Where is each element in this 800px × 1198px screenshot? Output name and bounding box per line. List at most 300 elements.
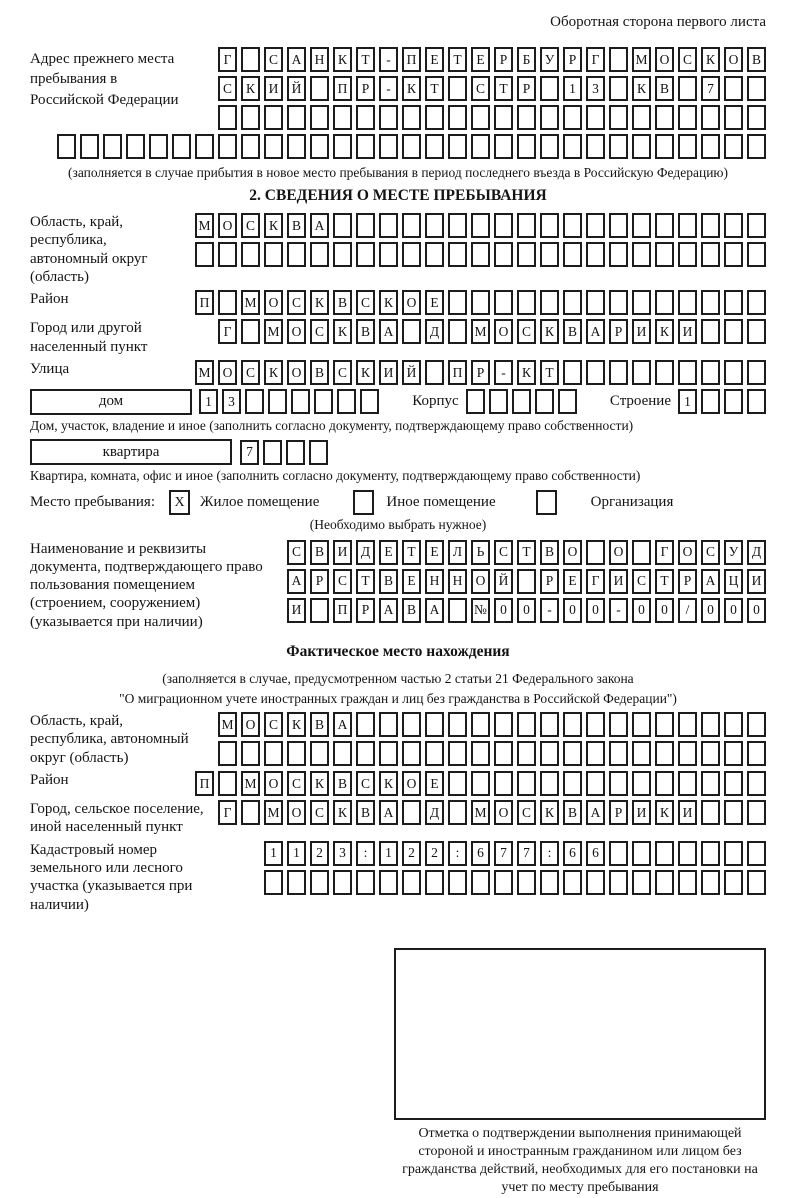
char-box[interactable]	[310, 741, 329, 766]
char-box[interactable]	[218, 105, 237, 130]
char-box[interactable]: О	[287, 360, 306, 385]
char-box[interactable]	[448, 213, 467, 238]
char-box[interactable]: 1	[199, 389, 218, 414]
char-box[interactable]: М	[471, 319, 490, 344]
char-box[interactable]	[379, 712, 398, 737]
char-box[interactable]: А	[310, 213, 329, 238]
char-box[interactable]: А	[379, 800, 398, 825]
char-box[interactable]	[287, 134, 306, 159]
char-box[interactable]: О	[402, 290, 421, 315]
char-box[interactable]	[264, 134, 283, 159]
char-box[interactable]: П	[333, 76, 352, 101]
char-box[interactable]: 0	[517, 598, 536, 623]
char-box[interactable]	[471, 290, 490, 315]
char-box[interactable]	[678, 105, 697, 130]
char-box[interactable]: Д	[425, 319, 444, 344]
char-box[interactable]: К	[264, 213, 283, 238]
char-box[interactable]	[402, 741, 421, 766]
char-box[interactable]	[489, 389, 508, 414]
char-box[interactable]	[747, 800, 766, 825]
char-box[interactable]	[517, 242, 536, 267]
char-box[interactable]	[241, 105, 260, 130]
char-box[interactable]	[172, 134, 191, 159]
char-box[interactable]: К	[632, 76, 651, 101]
char-box[interactable]	[448, 800, 467, 825]
char-box[interactable]: Г	[586, 47, 605, 72]
char-box[interactable]: В	[356, 800, 375, 825]
char-box[interactable]	[558, 389, 577, 414]
char-box[interactable]: Г	[218, 47, 237, 72]
char-box[interactable]: :	[448, 841, 467, 866]
char-box[interactable]	[701, 741, 720, 766]
char-box[interactable]: Ь	[471, 540, 490, 565]
char-box[interactable]	[448, 319, 467, 344]
char-box[interactable]	[701, 290, 720, 315]
char-box[interactable]	[263, 440, 282, 465]
char-box[interactable]: Д	[747, 540, 766, 565]
char-box[interactable]	[678, 134, 697, 159]
char-box[interactable]	[632, 841, 651, 866]
char-box[interactable]	[379, 741, 398, 766]
char-box[interactable]	[402, 712, 421, 737]
char-box[interactable]: М	[264, 800, 283, 825]
char-box[interactable]: Т	[402, 540, 421, 565]
char-box[interactable]: Д	[356, 540, 375, 565]
char-box[interactable]	[747, 242, 766, 267]
char-box[interactable]	[268, 389, 287, 414]
char-box[interactable]: И	[287, 598, 306, 623]
char-box[interactable]: М	[264, 319, 283, 344]
char-box[interactable]: П	[448, 360, 467, 385]
char-box[interactable]: К	[655, 800, 674, 825]
char-box[interactable]: И	[632, 319, 651, 344]
char-box[interactable]: Р	[609, 319, 628, 344]
char-box[interactable]: К	[379, 290, 398, 315]
char-box[interactable]	[333, 741, 352, 766]
char-box[interactable]	[356, 870, 375, 895]
char-box[interactable]	[356, 242, 375, 267]
char-box[interactable]	[655, 771, 674, 796]
char-box[interactable]: Р	[471, 360, 490, 385]
char-box[interactable]	[471, 105, 490, 130]
char-box[interactable]: С	[241, 360, 260, 385]
char-box[interactable]	[563, 712, 582, 737]
char-box[interactable]	[609, 360, 628, 385]
char-box[interactable]	[149, 134, 168, 159]
char-box[interactable]: Г	[218, 319, 237, 344]
char-box[interactable]: 7	[240, 440, 259, 465]
char-box[interactable]	[314, 389, 333, 414]
char-box[interactable]: С	[287, 290, 306, 315]
checkbox-other-premises[interactable]	[353, 490, 374, 515]
char-box[interactable]	[747, 105, 766, 130]
char-box[interactable]	[494, 290, 513, 315]
char-box[interactable]	[517, 134, 536, 159]
char-box[interactable]: 0	[632, 598, 651, 623]
char-box[interactable]	[402, 213, 421, 238]
char-box[interactable]: Т	[356, 47, 375, 72]
char-box[interactable]	[724, 800, 743, 825]
char-box[interactable]	[448, 105, 467, 130]
char-box[interactable]: 3	[222, 389, 241, 414]
char-box[interactable]: 0	[747, 598, 766, 623]
char-box[interactable]	[379, 870, 398, 895]
char-box[interactable]: -	[379, 47, 398, 72]
char-box[interactable]: Б	[517, 47, 536, 72]
char-box[interactable]	[494, 134, 513, 159]
char-box[interactable]	[356, 105, 375, 130]
char-box[interactable]	[333, 213, 352, 238]
char-box[interactable]	[701, 105, 720, 130]
char-box[interactable]	[655, 712, 674, 737]
char-box[interactable]	[724, 712, 743, 737]
char-box[interactable]: Е	[563, 569, 582, 594]
char-box[interactable]	[333, 242, 352, 267]
char-box[interactable]	[333, 134, 352, 159]
char-box[interactable]	[678, 771, 697, 796]
char-box[interactable]: М	[218, 712, 237, 737]
char-box[interactable]	[540, 105, 559, 130]
char-box[interactable]	[655, 290, 674, 315]
char-box[interactable]	[609, 741, 628, 766]
char-box[interactable]	[586, 213, 605, 238]
char-box[interactable]	[264, 741, 283, 766]
char-box[interactable]	[471, 213, 490, 238]
char-box[interactable]	[333, 105, 352, 130]
char-box[interactable]	[632, 712, 651, 737]
char-box[interactable]: М	[632, 47, 651, 72]
char-box[interactable]	[471, 870, 490, 895]
char-box[interactable]	[471, 242, 490, 267]
char-box[interactable]	[586, 242, 605, 267]
char-box[interactable]: 3	[586, 76, 605, 101]
char-box[interactable]: К	[333, 47, 352, 72]
char-box[interactable]	[701, 360, 720, 385]
char-box[interactable]: М	[471, 800, 490, 825]
char-box[interactable]: Т	[356, 569, 375, 594]
char-box[interactable]	[471, 134, 490, 159]
char-box[interactable]	[310, 870, 329, 895]
char-box[interactable]: М	[241, 771, 260, 796]
char-box[interactable]	[466, 389, 485, 414]
char-box[interactable]: К	[333, 319, 352, 344]
char-box[interactable]	[563, 290, 582, 315]
char-box[interactable]	[425, 242, 444, 267]
char-box[interactable]	[701, 870, 720, 895]
char-box[interactable]	[310, 76, 329, 101]
char-box[interactable]	[356, 712, 375, 737]
char-box[interactable]	[517, 290, 536, 315]
char-box[interactable]	[701, 771, 720, 796]
char-box[interactable]	[448, 870, 467, 895]
char-box[interactable]	[512, 389, 531, 414]
char-box[interactable]	[241, 319, 260, 344]
char-box[interactable]	[586, 712, 605, 737]
char-box[interactable]	[724, 290, 743, 315]
char-box[interactable]: К	[540, 319, 559, 344]
char-box[interactable]: 7	[494, 841, 513, 866]
char-box[interactable]	[241, 242, 260, 267]
char-box[interactable]	[609, 712, 628, 737]
char-box[interactable]	[586, 105, 605, 130]
char-box[interactable]	[724, 213, 743, 238]
char-box[interactable]: К	[310, 771, 329, 796]
char-box[interactable]	[287, 870, 306, 895]
char-box[interactable]: К	[517, 360, 536, 385]
char-box[interactable]	[701, 213, 720, 238]
char-box[interactable]	[360, 389, 379, 414]
char-box[interactable]	[356, 134, 375, 159]
char-box[interactable]	[724, 870, 743, 895]
char-box[interactable]: К	[655, 319, 674, 344]
char-box[interactable]	[701, 134, 720, 159]
char-box[interactable]	[563, 213, 582, 238]
char-box[interactable]: 1	[379, 841, 398, 866]
char-box[interactable]: Е	[425, 771, 444, 796]
char-box[interactable]	[264, 242, 283, 267]
char-box[interactable]: К	[356, 360, 375, 385]
char-box[interactable]: Е	[425, 47, 444, 72]
char-box[interactable]	[586, 540, 605, 565]
char-box[interactable]	[701, 319, 720, 344]
char-box[interactable]	[379, 105, 398, 130]
char-box[interactable]: С	[494, 540, 513, 565]
char-box[interactable]	[218, 242, 237, 267]
char-box[interactable]	[356, 741, 375, 766]
char-box[interactable]: О	[241, 712, 260, 737]
char-box[interactable]: А	[287, 569, 306, 594]
char-box[interactable]: №	[471, 598, 490, 623]
char-box[interactable]: А	[333, 712, 352, 737]
char-box[interactable]: К	[701, 47, 720, 72]
char-box[interactable]: Т	[517, 540, 536, 565]
char-box[interactable]	[425, 741, 444, 766]
char-box[interactable]	[724, 841, 743, 866]
char-box[interactable]: Н	[448, 569, 467, 594]
char-box[interactable]	[337, 389, 356, 414]
char-box[interactable]	[310, 134, 329, 159]
checkbox-residential[interactable]: X	[169, 490, 190, 515]
char-box[interactable]: С	[264, 712, 283, 737]
char-box[interactable]	[494, 105, 513, 130]
char-box[interactable]: 2	[425, 841, 444, 866]
char-box[interactable]: К	[540, 800, 559, 825]
char-box[interactable]	[540, 213, 559, 238]
char-box[interactable]: К	[287, 712, 306, 737]
char-box[interactable]: :	[356, 841, 375, 866]
char-box[interactable]	[678, 741, 697, 766]
char-box[interactable]: Р	[563, 47, 582, 72]
char-box[interactable]	[333, 870, 352, 895]
char-box[interactable]	[425, 712, 444, 737]
char-box[interactable]	[747, 771, 766, 796]
char-box[interactable]: Л	[448, 540, 467, 565]
char-box[interactable]	[563, 870, 582, 895]
char-box[interactable]	[402, 319, 421, 344]
char-box[interactable]	[241, 800, 260, 825]
char-box[interactable]	[291, 389, 310, 414]
char-box[interactable]	[747, 360, 766, 385]
char-box[interactable]: Е	[379, 540, 398, 565]
char-box[interactable]	[494, 712, 513, 737]
char-box[interactable]: И	[379, 360, 398, 385]
char-box[interactable]	[309, 440, 328, 465]
char-box[interactable]: Й	[494, 569, 513, 594]
char-box[interactable]: М	[195, 213, 214, 238]
char-box[interactable]: Р	[609, 800, 628, 825]
char-box[interactable]	[494, 213, 513, 238]
char-box[interactable]: 3	[333, 841, 352, 866]
char-box[interactable]: П	[195, 771, 214, 796]
char-box[interactable]	[540, 712, 559, 737]
char-box[interactable]	[425, 360, 444, 385]
char-box[interactable]: П	[195, 290, 214, 315]
char-box[interactable]: К	[264, 360, 283, 385]
char-box[interactable]	[609, 213, 628, 238]
char-box[interactable]	[448, 134, 467, 159]
char-box[interactable]: С	[632, 569, 651, 594]
char-box[interactable]	[448, 290, 467, 315]
char-box[interactable]	[609, 134, 628, 159]
char-box[interactable]	[563, 105, 582, 130]
char-box[interactable]	[747, 319, 766, 344]
char-box[interactable]: -	[379, 76, 398, 101]
char-box[interactable]	[287, 741, 306, 766]
char-box[interactable]	[517, 741, 536, 766]
char-box[interactable]	[540, 242, 559, 267]
char-box[interactable]: К	[241, 76, 260, 101]
char-box[interactable]	[632, 870, 651, 895]
char-box[interactable]	[448, 771, 467, 796]
char-box[interactable]	[609, 76, 628, 101]
char-box[interactable]: В	[747, 47, 766, 72]
char-box[interactable]: Р	[517, 76, 536, 101]
char-box[interactable]	[402, 242, 421, 267]
char-box[interactable]: О	[494, 800, 513, 825]
char-box[interactable]	[655, 360, 674, 385]
char-box[interactable]: А	[379, 598, 398, 623]
char-box[interactable]	[310, 105, 329, 130]
char-box[interactable]	[540, 290, 559, 315]
char-box[interactable]	[724, 319, 743, 344]
char-box[interactable]	[609, 242, 628, 267]
char-box[interactable]: Й	[287, 76, 306, 101]
char-box[interactable]: В	[402, 598, 421, 623]
char-box[interactable]	[747, 213, 766, 238]
char-box[interactable]: Т	[540, 360, 559, 385]
char-box[interactable]	[632, 360, 651, 385]
char-box[interactable]: 0	[724, 598, 743, 623]
char-box[interactable]	[379, 134, 398, 159]
char-box[interactable]: О	[471, 569, 490, 594]
char-box[interactable]: О	[609, 540, 628, 565]
char-box[interactable]	[609, 841, 628, 866]
char-box[interactable]: В	[287, 213, 306, 238]
char-box[interactable]	[563, 771, 582, 796]
char-box[interactable]	[471, 712, 490, 737]
char-box[interactable]	[609, 105, 628, 130]
char-box[interactable]: Т	[655, 569, 674, 594]
char-box[interactable]	[448, 76, 467, 101]
char-box[interactable]: И	[609, 569, 628, 594]
char-box[interactable]: -	[540, 598, 559, 623]
char-box[interactable]	[264, 870, 283, 895]
char-box[interactable]	[241, 47, 260, 72]
char-box[interactable]	[632, 540, 651, 565]
char-box[interactable]	[402, 870, 421, 895]
char-box[interactable]: Т	[494, 76, 513, 101]
char-box[interactable]	[494, 870, 513, 895]
char-box[interactable]: Р	[494, 47, 513, 72]
char-box[interactable]: А	[701, 569, 720, 594]
char-box[interactable]	[218, 741, 237, 766]
char-box[interactable]	[540, 741, 559, 766]
char-box[interactable]: О	[264, 290, 283, 315]
char-box[interactable]	[245, 389, 264, 414]
char-box[interactable]	[287, 105, 306, 130]
char-box[interactable]: Г	[218, 800, 237, 825]
char-box[interactable]: И	[678, 319, 697, 344]
char-box[interactable]	[724, 360, 743, 385]
char-box[interactable]: Р	[678, 569, 697, 594]
char-box[interactable]: В	[310, 360, 329, 385]
char-box[interactable]	[586, 741, 605, 766]
char-box[interactable]: С	[264, 47, 283, 72]
char-box[interactable]: И	[264, 76, 283, 101]
char-box[interactable]	[241, 741, 260, 766]
char-box[interactable]	[379, 242, 398, 267]
char-box[interactable]	[747, 290, 766, 315]
char-box[interactable]	[540, 134, 559, 159]
char-box[interactable]	[540, 771, 559, 796]
char-box[interactable]: А	[287, 47, 306, 72]
char-box[interactable]	[747, 870, 766, 895]
char-box[interactable]	[632, 105, 651, 130]
char-box[interactable]: И	[333, 540, 352, 565]
char-box[interactable]: В	[333, 290, 352, 315]
char-box[interactable]: У	[724, 540, 743, 565]
char-box[interactable]: А	[379, 319, 398, 344]
char-box[interactable]: 6	[471, 841, 490, 866]
char-box[interactable]	[609, 290, 628, 315]
char-box[interactable]	[678, 870, 697, 895]
char-box[interactable]: 0	[655, 598, 674, 623]
char-box[interactable]: А	[425, 598, 444, 623]
char-box[interactable]	[494, 242, 513, 267]
char-box[interactable]	[218, 290, 237, 315]
char-box[interactable]	[655, 741, 674, 766]
char-box[interactable]: Д	[425, 800, 444, 825]
char-box[interactable]: С	[310, 319, 329, 344]
char-box[interactable]: А	[586, 319, 605, 344]
char-box[interactable]	[379, 213, 398, 238]
char-box[interactable]	[724, 741, 743, 766]
char-box[interactable]	[655, 242, 674, 267]
char-box[interactable]: С	[356, 290, 375, 315]
char-box[interactable]: Р	[356, 76, 375, 101]
char-box[interactable]	[310, 598, 329, 623]
char-box[interactable]: 0	[563, 598, 582, 623]
char-box[interactable]	[701, 800, 720, 825]
char-box[interactable]: Н	[425, 569, 444, 594]
char-box[interactable]	[517, 569, 536, 594]
char-box[interactable]: С	[218, 76, 237, 101]
char-box[interactable]	[563, 242, 582, 267]
char-box[interactable]: С	[678, 47, 697, 72]
char-box[interactable]	[747, 134, 766, 159]
char-box[interactable]: Е	[425, 290, 444, 315]
char-box[interactable]	[425, 134, 444, 159]
